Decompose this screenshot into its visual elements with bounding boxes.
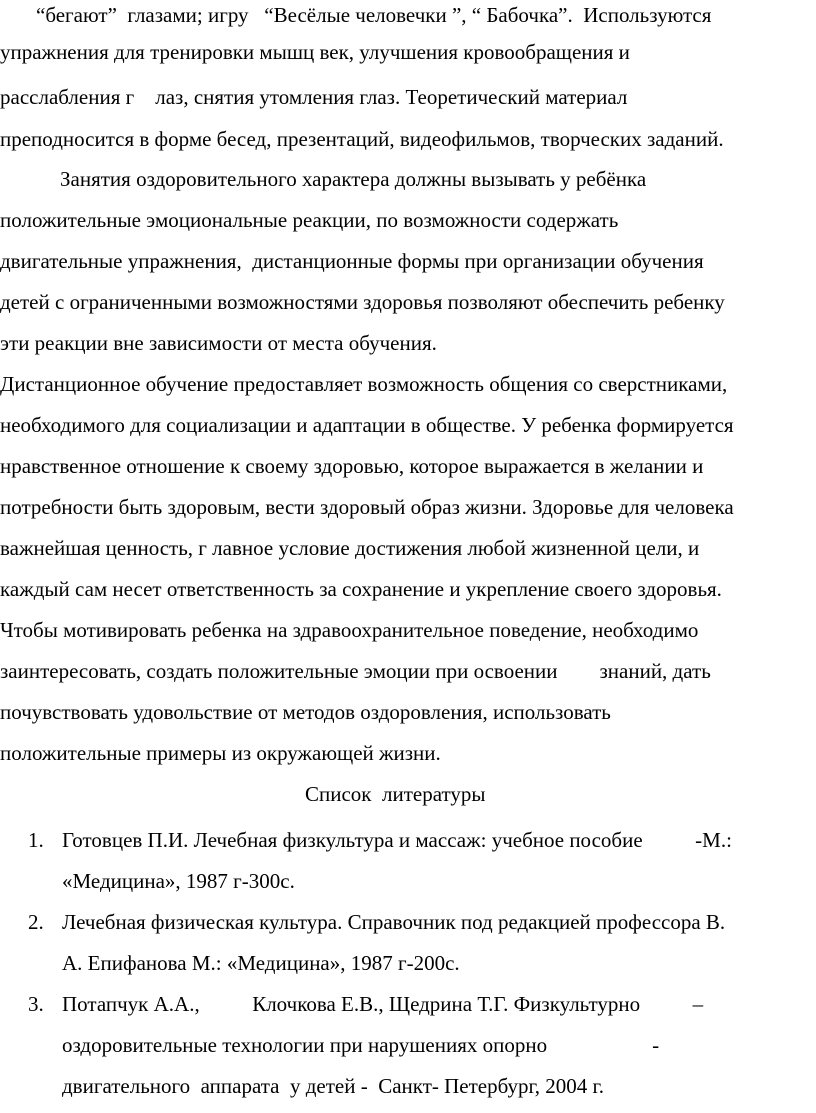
paragraph-line: нравственное отношение к своему здоровью, которое выражается в желании и: [0, 454, 704, 478]
list-item-line: Лечебная физическая культура. Справочник под редакцией профессора В.: [62, 910, 726, 934]
list-item-number: 2.: [28, 910, 44, 934]
paragraph-line: преподносится в форме бесед, презентаций, видеофильмов, творческих заданий.: [0, 127, 724, 151]
paragraph-line: расслабления г лаз, снятия утомления глаз. Теоретический материал: [0, 85, 628, 109]
paragraph-line: упражнения для тренировки мышц век, улучшения кровообращения и: [0, 40, 630, 64]
paragraph-line: положительные эмоциональные реакции, по возможности содержать: [0, 208, 619, 232]
list-item-line: Потапчук А.А., Клочкова Е.В., Щедрина Т.Г. Физкультурно –: [62, 992, 704, 1016]
paragraph-line: Чтобы мотивировать ребенка на здравоохранительное поведение, необходимо: [0, 618, 699, 642]
paragraph-line: двигательные упражнения, дистанционные формы при организации обучения: [0, 249, 704, 273]
paragraph-line: важнейшая ценность, г лавное условие достижения любой жизненной цели, и: [0, 536, 700, 560]
list-item-line: Готовцев П.И. Лечебная физкультура и массаж: учебное пособие -М.:: [62, 828, 732, 852]
paragraph-line: Дистанционное обучение предоставляет возможность общения со сверстниками,: [0, 372, 728, 396]
paragraph-line: “бегают” глазами; игру “Весёлые человечки ”, “ Бабочка”. Используются: [36, 3, 712, 27]
list-item-number: 1.: [28, 828, 44, 852]
list-item-line: А. Епифанова М.: «Медицина», 1987 г-200с.: [62, 951, 460, 975]
references-heading: Список литературы: [305, 782, 486, 806]
paragraph-line: эти реакции вне зависимости от места обучения.: [0, 331, 437, 355]
list-item-line: «Медицина», 1987 г-300с.: [62, 869, 295, 893]
paragraph-line: почувствовать удовольствие от методов оздоровления, использовать: [0, 700, 611, 724]
paragraph-line: необходимого для социализации и адаптации в обществе. У ребенка формируется: [0, 413, 734, 437]
list-item-line: двигательного аппарата у детей - Санкт- Петербург, 2004 г.: [62, 1074, 604, 1098]
paragraph-line: детей с ограниченными возможностями здоровья позволяют обеспечить ребенку: [0, 290, 725, 314]
paragraph-line: каждый сам несет ответственность за сохранение и укрепление своего здоровья.: [0, 577, 722, 601]
list-item-number: 3.: [28, 992, 44, 1016]
paragraph-line: потребности быть здоровым, вести здоровый образ жизни. Здоровье для человека: [0, 495, 734, 519]
list-item-line: оздоровительные технологии при нарушениях опорно -: [62, 1033, 660, 1057]
paragraph-line: заинтересовать, создать положительные эмоции при освоении знаний, дать: [0, 659, 711, 683]
paragraph-line: положительные примеры из окружающей жизни.: [0, 741, 441, 765]
paragraph-line: Занятия оздоровительного характера должны вызывать у ребёнка: [60, 167, 647, 191]
